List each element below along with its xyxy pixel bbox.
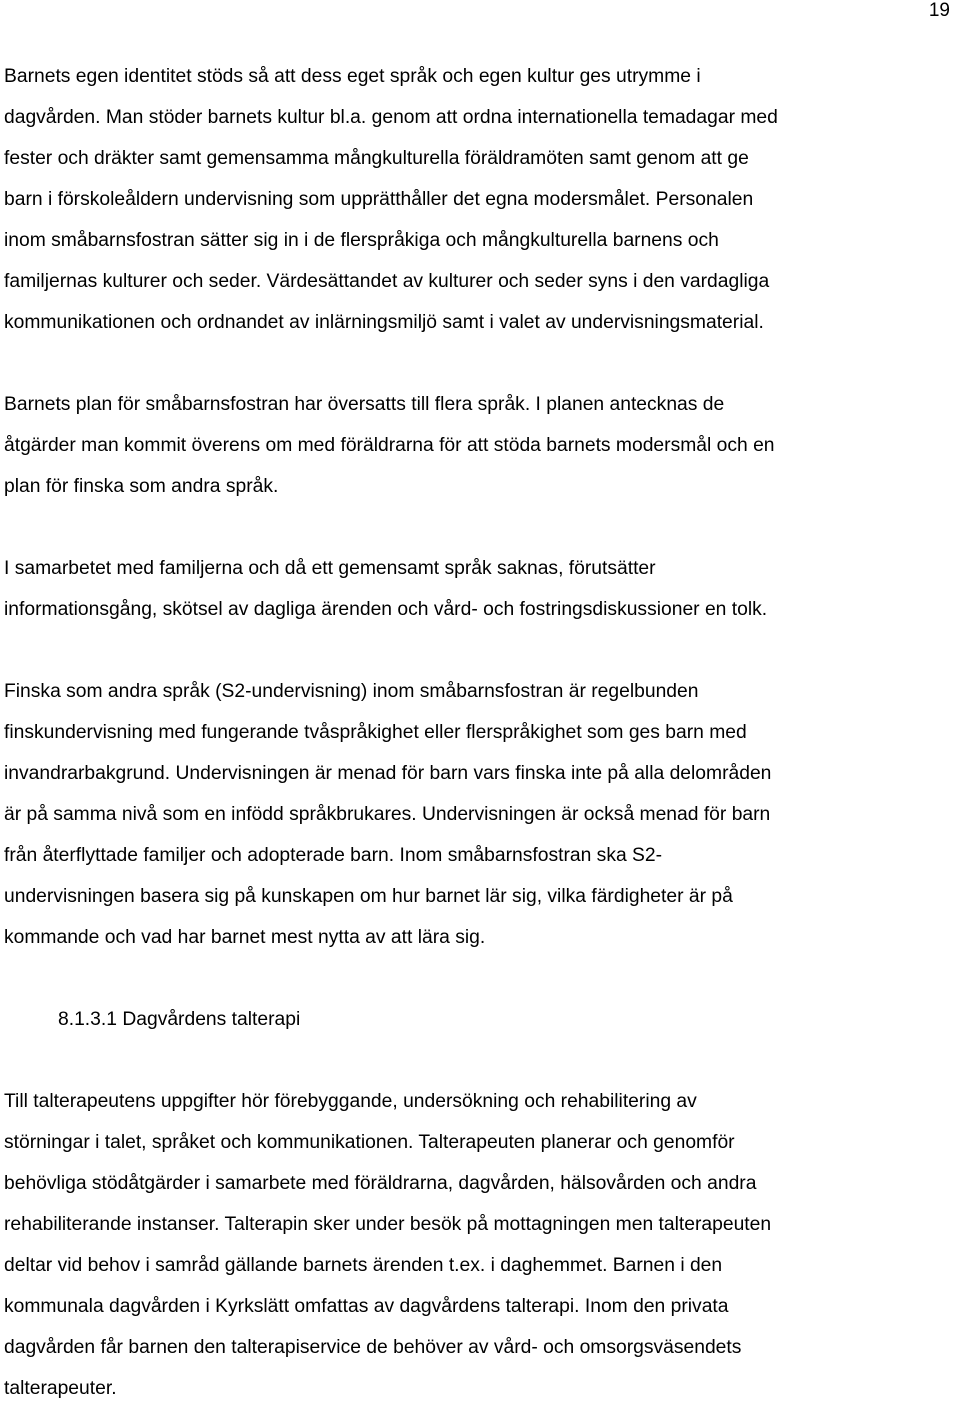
paragraph-gap	[4, 343, 956, 384]
paragraph-education-plan: Barnets plan för småbarnsfostran har översatts till flera språk. I planen antecknas de åtgärder man kommit överens om med föräldrarna för att stöda barnets modersmål och en plan för finska som andra språk.	[4, 394, 775, 497]
paragraph-cultural-identity: Barnets egen identitet stöds så att dess eget språk och egen kultur ges utrymme i dagvården. Man stöder barnets kultur bl.a. genom att ordna internationella temadagar med fester och dräkter samt gemensamma mångkulturella föräldramöten samt genom att ge barn i förskoleåldern undervisning som upprätthåller det egna modersmålet. Personalen inom småbarnsfostran sätter sig in i de flerspråkiga och mångkulturella barnens och familjernas kulturer och seder. Värdesättandet av kulturer och seder syns i den vardagliga kommunikationen och ordnandet av inlärningsmiljö samt i valet av undervisningsmaterial.	[4, 66, 778, 333]
document-body	[4, 56, 956, 1409]
paragraph-interpreter: I samarbetet med familjerna och då ett gemensamt språk saknas, förutsätter informationsgång, skötsel av dagliga ärenden och vård- och fostringsdiskussioner en tolk.	[4, 558, 768, 620]
paragraph-s2-instruction: Finska som andra språk (S2-undervisning) inom småbarnsfostran är regelbunden finskundervisning med fungerande tvåspråkighet eller flerspråkighet som ges barn med invandrarbakgrund. Undervisningen är menad för barn vars finska inte på alla delområden är på samma nivå som en infödd språkbrukares. Undervisningen är också menad för barn från återflyttade familjer och adopterade barn. Inom småbarnsfostran ska S2- undervisningen basera sig på kunskapen om hur barnet lär sig, vilka färdigheter är på kommande och vad har barnet mest nytta av att lära sig.	[4, 681, 772, 948]
paragraph-gap	[4, 630, 956, 671]
page-number: 19	[928, 0, 950, 21]
paragraph-gap	[4, 958, 956, 999]
section-heading: 8.1.3.1 Dagvårdens talterapi	[58, 1009, 301, 1030]
paragraph-gap	[4, 507, 956, 548]
paragraph-speech-therapy: Till talterapeutens uppgifter hör förebyggande, undersökning och rehabilitering av störningar i talet, språket och kommunikationen. Talterapeuten planerar och genomför behövliga stödåtgärder i samarbete med föräldrarna, dagvården, hälsovården och andra rehabiliterande instanser. Talterapin sker under besök på mottagningen men talterapeuten deltar vid behov i samråd gällande barnets ärenden t.ex. i daghemmet. Barnen i den kommunala dagvården i Kyrkslätt omfattas av dagvårdens talterapi. Inom den privata dagvården får barnen den talterapiservice de behöver av vård- och omsorgsväsendets talterapeuter.	[4, 1091, 772, 1399]
paragraph-gap	[4, 1040, 956, 1081]
